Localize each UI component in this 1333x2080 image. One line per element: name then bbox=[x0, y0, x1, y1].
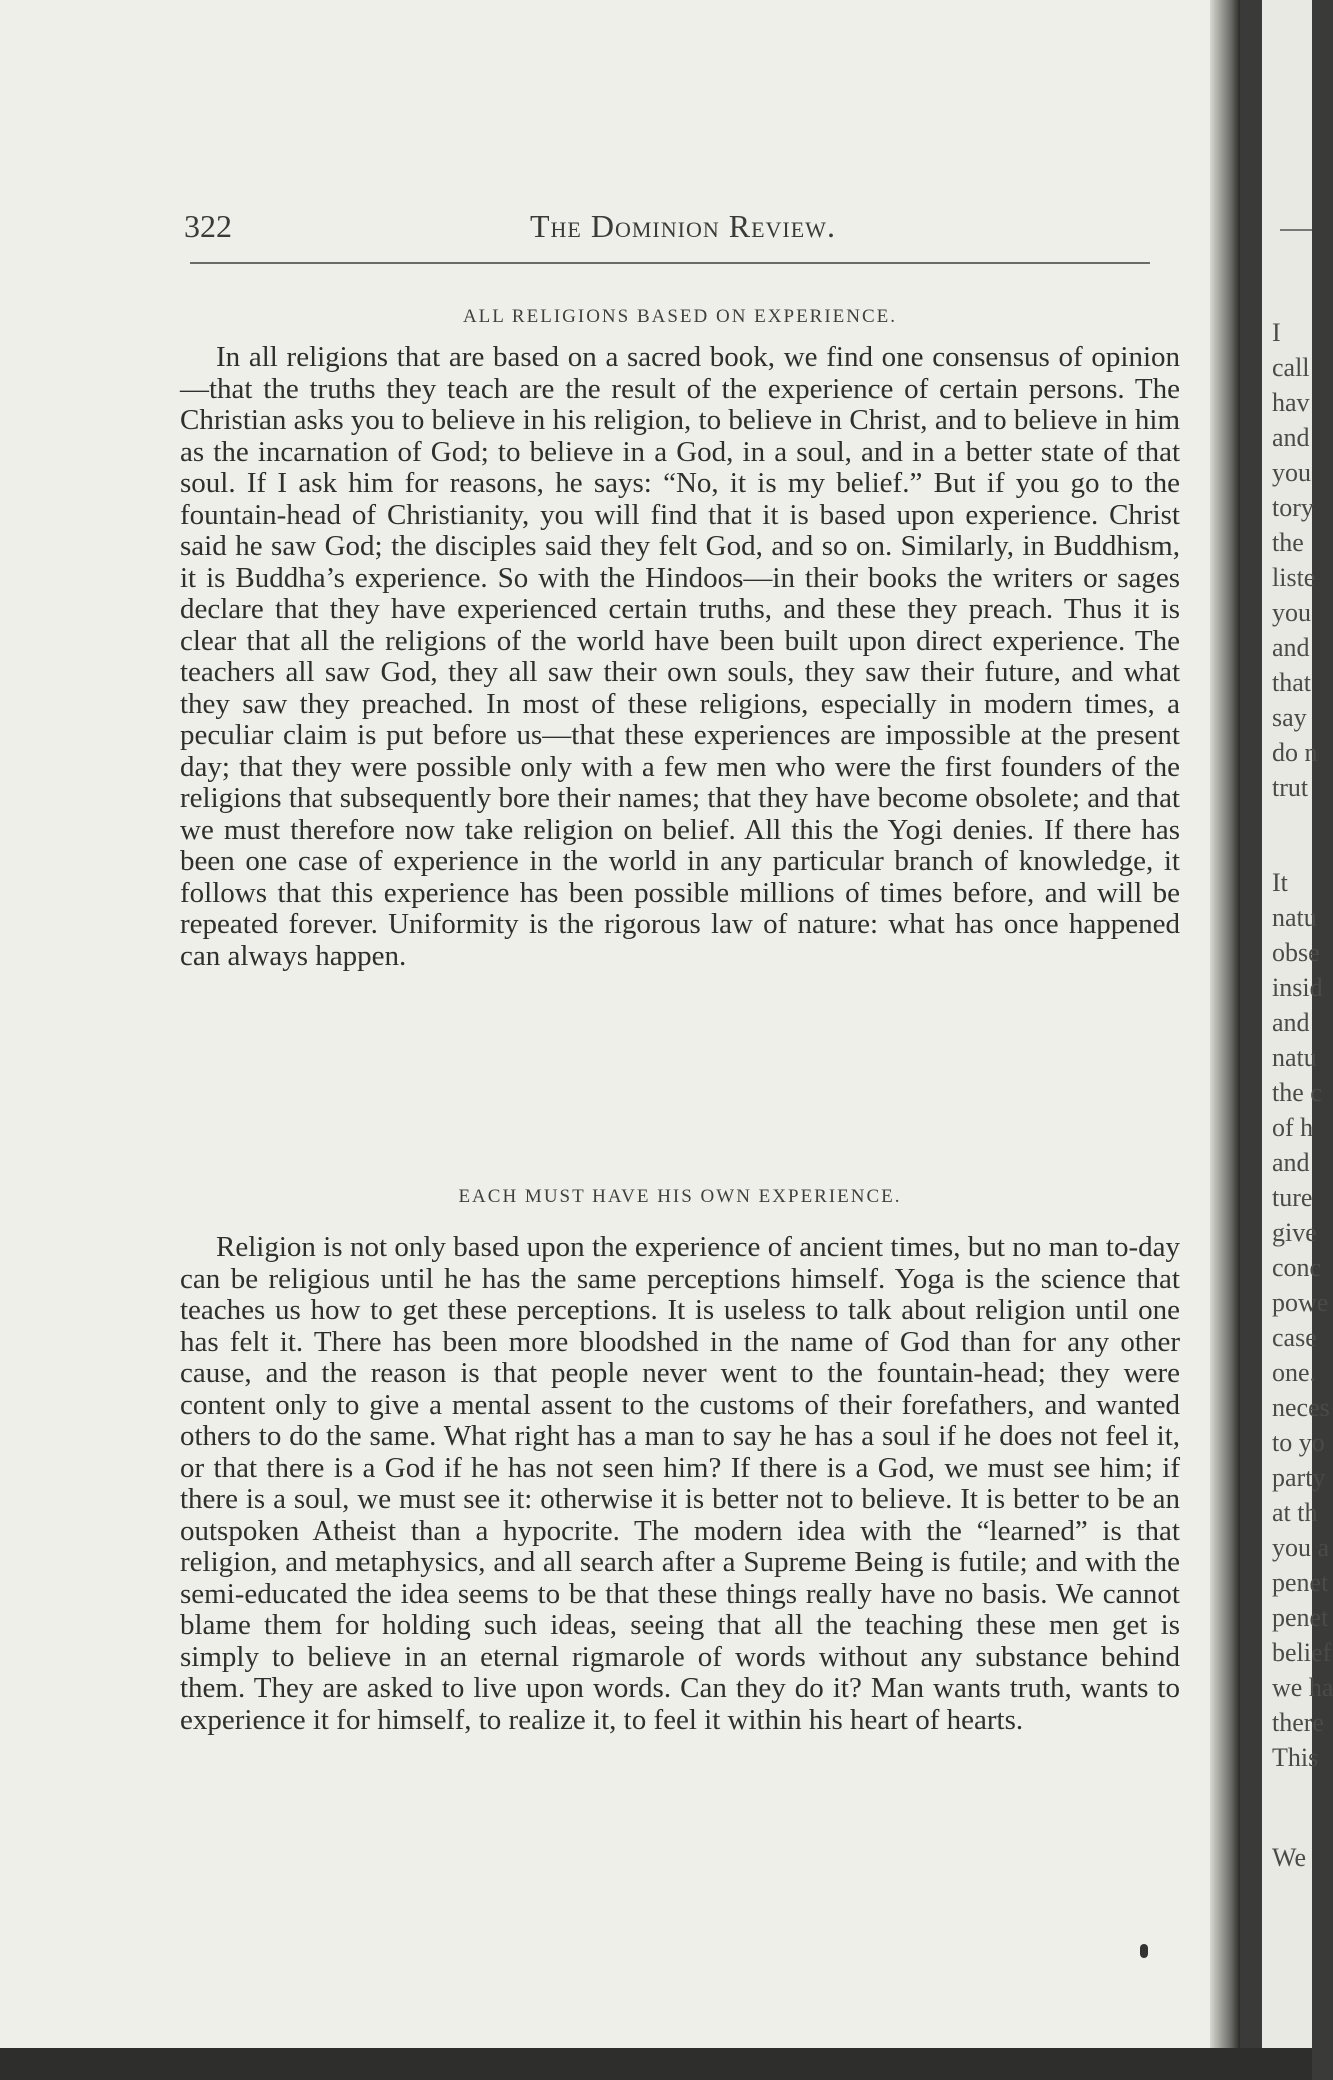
facing-page-fragment: you bbox=[1272, 598, 1311, 627]
facing-page-fragment: hav bbox=[1272, 388, 1310, 417]
facing-page-edge bbox=[1262, 0, 1333, 2080]
facing-page-fragment: conc bbox=[1272, 1253, 1322, 1282]
facing-page-fragment: case bbox=[1272, 1323, 1317, 1352]
facing-page-fragment: one. bbox=[1272, 1358, 1317, 1387]
section-heading: EACH MUST HAVE HIS OWN EXPERIENCE. bbox=[458, 1186, 902, 1207]
facing-page-fragment: belief bbox=[1272, 1638, 1332, 1667]
facing-page-fragment: liste bbox=[1272, 563, 1316, 592]
facing-page-fragment: I bbox=[1272, 318, 1281, 347]
facing-page-fragment: ture bbox=[1272, 1183, 1313, 1212]
facing-page-fragment: there bbox=[1272, 1708, 1324, 1737]
section-heading: ALL RELIGIONS BASED ON EXPERIENCE. bbox=[462, 306, 898, 327]
facing-page-fragment: to yo bbox=[1272, 1428, 1325, 1457]
header-rule bbox=[190, 262, 1150, 264]
facing-page-fragment: do n bbox=[1272, 738, 1318, 767]
page-number: 322 bbox=[184, 208, 232, 244]
body-paragraph: In all religions that are based on a sacred book, we find one consensus of opinion—that the truths they teach are the result of the experience of certain persons. The Christian asks you to believe in his religion, to believe in Christ, and to believe in him as the incarnation of God; to believe in a God, in a soul, and in a better state of that soul. If I ask him for reasons, he says: “No, it is my belief.” But if you go to the fountain-head of Christianity, you will find that it is based upon experience. Christ said he saw God; the disciples said they felt God, and so on. Similarly, in Buddhism, it is Buddha’s experience. So with the Hindoos—in their books the writers or sages declare that they have experienced certain truths, and these they preach. Thus it is clear that all the religions of the world have been built upon direct experience. The teachers all saw God, they all saw their own souls, they saw their future, and what they saw they preached. In most of these religions, especially in modern times, a peculiar claim is put before us—that these experiences are impossible at the present day; that they were possible only with a few men who were the first founders of the religions that subsequently bore their names; that they have become obsolete; and that we must therefore now take religion on belief. All this the Yogi denies. If there has been one case of experience in the world in any particular branch of knowledge, it follows that this experience has been possible millions of times before, and will be repeated forever. Uniformity is the rigorous law of nature: what has once happened can always happen. bbox=[180, 341, 1180, 972]
facing-page-fragment: give bbox=[1272, 1218, 1317, 1247]
book-gutter bbox=[1210, 0, 1240, 2080]
facing-page-fragment: we ha bbox=[1272, 1673, 1333, 1702]
facing-page-fragment: powe bbox=[1272, 1288, 1329, 1317]
facing-page-fragment: trut bbox=[1272, 773, 1309, 802]
facing-page-fragment: and bbox=[1272, 1008, 1310, 1037]
facing-page-fragment: neces bbox=[1272, 1393, 1330, 1422]
page-header bbox=[184, 208, 1184, 252]
facing-page-fragment: the bbox=[1272, 528, 1304, 557]
facing-page-fragment: This bbox=[1272, 1743, 1319, 1772]
facing-page-fragment: you a bbox=[1272, 1533, 1330, 1562]
facing-header-rule bbox=[1280, 229, 1312, 231]
facing-page-fragment: insid bbox=[1272, 973, 1323, 1002]
facing-page-fragment: party bbox=[1272, 1463, 1326, 1492]
facing-page-fragment: obse bbox=[1272, 938, 1320, 967]
facing-page-fragment: and bbox=[1272, 1148, 1310, 1177]
facing-page-fragment: that bbox=[1272, 668, 1311, 697]
facing-page-fragment: of h bbox=[1272, 1113, 1314, 1142]
facing-page-fragment: We bbox=[1272, 1843, 1306, 1872]
facing-page-fragment: tory bbox=[1272, 493, 1314, 522]
facing-page-fragment: It bbox=[1272, 868, 1288, 897]
facing-page-fragment: say bbox=[1272, 703, 1307, 732]
ink-mark bbox=[1140, 1944, 1148, 1958]
facing-page-fragment: call bbox=[1272, 353, 1310, 382]
running-title: The Dominion Review. bbox=[530, 208, 836, 244]
facing-page-fragment: penet bbox=[1272, 1603, 1329, 1632]
facing-page-fragment: at th bbox=[1272, 1498, 1318, 1527]
facing-page-fragment: and bbox=[1272, 633, 1310, 662]
facing-page-fragment: penet bbox=[1272, 1568, 1329, 1597]
facing-page-fragment: the c bbox=[1272, 1078, 1322, 1107]
scan-bottom-edge bbox=[0, 2048, 1312, 2080]
body-paragraph: Religion is not only based upon the experience of ancient times, but no man to-day can be religious until he has the same perceptions himself. Yoga is the science that teaches us how to get these perceptions. It is useless to talk about religion until one has felt it. There has been more bloodshed in the name of God than for any other cause, and the reason is that people never went to the fountain-head; they were content only to give a mental assent to the customs of their forefathers, and wanted others to do the same. What right has a man to say he has a soul if he does not feel it, or that there is a God if he has not seen him? If there is a God, we must see him; if there is a soul, we must see it: otherwise it is better not to believe. It is better to be an outspoken Atheist than a hypocrite. The modern idea with the “learned” is that religion, and metaphysics, and all search after a Supreme Being is futile; and with the semi-educated the idea seems to be that these things really have no basis. We cannot blame them for holding such ideas, seeing that all the teaching these men get is simply to believe in an eternal rigmarole of words without any substance behind them. They are asked to live upon words. Can they do it? Man wants truth, wants to experience it for himself, to realize it, to feel it within his heart of hearts. bbox=[180, 1231, 1180, 1736]
facing-page-fragment: you bbox=[1272, 458, 1311, 487]
facing-page-fragment: natu bbox=[1272, 903, 1317, 932]
facing-page-fragment: natu bbox=[1272, 1043, 1317, 1072]
facing-page-fragment: and bbox=[1272, 423, 1310, 452]
